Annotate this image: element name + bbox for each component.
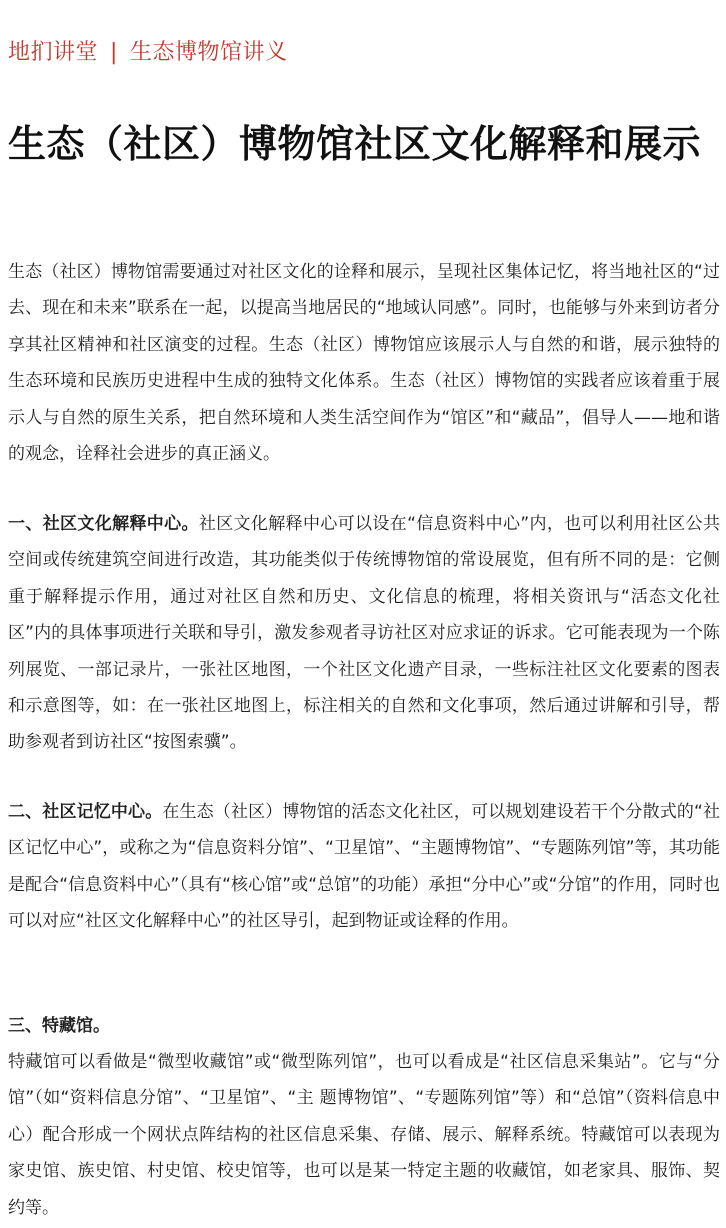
intro-paragraph: 生态（社区）博物馆需要通过对社区文化的诠释和展示，呈现社区集体记忆，将当地社区的“过去、现在和未来”联系在一起，以提高当地居民的“地域认同感”。同时，也能够与外来到访者分享其社区精神和社区演变的过程。生态（社区）博物馆应该展示人与自然的和谐，展示独特的生态环境和民族历史进程中生成的独特文化体系。生态（社区）博物馆的实践者应该着重于展示人与自然的原生关系，把自然环境和人类生活空间作为“馆区”和“藏品”，倡导人——地和谐的观念，诠释社会进步的真正涵义。 — [8, 262, 720, 465]
section-1-body: 社区文化解释中心可以设在“信息资料中心”内，也可以利用社区公共空间或传统建筑空间进行改造，其功能类似于传统博物馆的常设展览，但有所不同的是：它侧重于解释提示作用，通过对社区自然和历史、文化信息的梳理，将相关资讯与“活态文化社区”内的具体事项进行关联和导引，激发参观者寻访社区对应求证的诉求。它可能表现为一个陈列展览、一部记录片，一张社区地图，一个社区文化遗产目录，一些标注社区文化要素的图表和示意图等，如：在一张社区地图上，标注相关的自然和文化事项，然后通过讲解和引导，帮助参观者到访社区“按图索骥”。 — [8, 514, 720, 753]
breadcrumb-primary[interactable]: 地扪讲堂 — [8, 40, 99, 65]
section-1-paragraph — [8, 506, 720, 761]
breadcrumb — [8, 36, 287, 70]
page-title: 生态（社区）博物馆社区文化解释和展示 — [8, 122, 702, 166]
breadcrumb-secondary[interactable]: 生态博物馆讲义 — [129, 40, 288, 65]
section-2-paragraph — [8, 794, 720, 940]
breadcrumb-separator: | — [110, 40, 118, 65]
section-3-heading: 三、特藏馆。 — [8, 1016, 110, 1036]
section-2-heading: 二、社区记忆中心。 — [8, 802, 163, 822]
section-1-heading: 一、社区文化解释中心。 — [8, 514, 199, 534]
section-2-body: 在生态（社区）博物馆的活态文化社区，可以规划建设若干个分散式的“社区记忆中心”，或称之为“信息资料分馆”、“卫星馆”、“主题博物馆”、“专题陈列馆”等，其功能是配合“信息资料中心”（具有“核心馆”或“总馆”的功能）承担“分中心”或“分馆”的作用，同时也可以对应“社区文化解释中心”的社区导引，起到物证或诠释的作用。 — [8, 802, 720, 932]
section-3-body: 特藏馆可以看做是“微型收藏馆”或“微型陈列馆”，也可以看成是“社区信息采集站”。它与“分馆”（如“资料信息分馆”、“卫星馆”、“主 题博物馆”、“专题陈列馆”等）和“总馆”（资料信息中心）配合形成一个网状点阵结构的社区信息采集、存储、展示、解释系统。特藏馆可以表现为家史馆、族史馆、村史馆、校史馆等，也可以是某一特定主题的收藏馆，如老家具、服饰、契约等。 — [8, 1052, 720, 1218]
